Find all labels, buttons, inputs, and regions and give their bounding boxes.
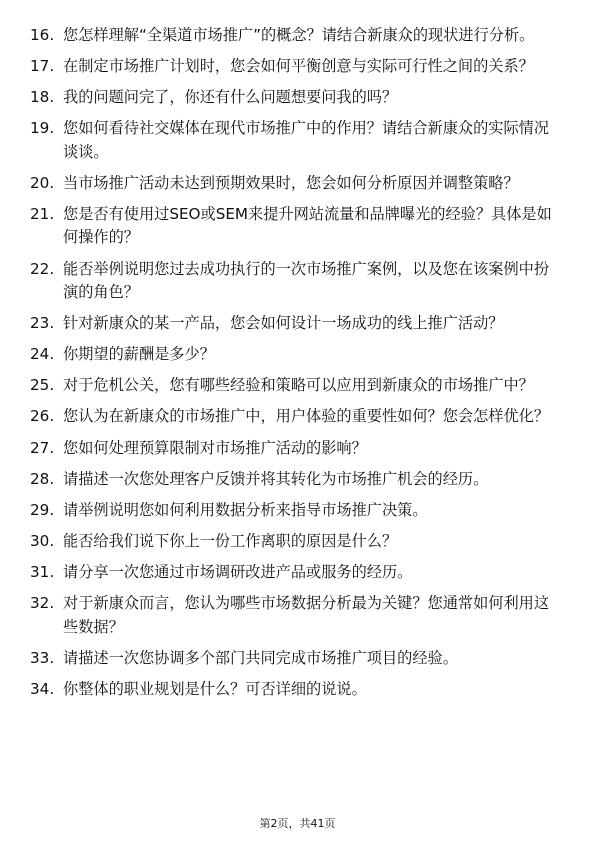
question-number: 22. [30,259,55,278]
question-number: 28. [30,469,55,488]
question-text: 在制定市场推广计划时，您会如何平衡创意与实际可行性之间的关系？ [63,57,534,76]
question-item [30,405,560,429]
question-number: 34. [30,679,55,698]
question-number: 23. [30,314,55,333]
question-item [30,172,560,196]
question-number: 33. [30,648,55,667]
question-text: 能否举例说明您过去成功执行的一次市场推广案例，以及您在该案例中扮演的角色？ [63,259,549,302]
question-number: 20. [30,173,55,192]
question-number: 17. [30,57,55,76]
question-text: 当市场推广活动未达到预期效果时，您会如何分析原因并调整策略？ [63,173,519,192]
question-item [30,561,560,585]
question-item [30,592,560,639]
question-number: 18. [30,88,55,107]
question-item [30,24,560,48]
question-text: 请描述一次您协调多个部门共同完成市场推广项目的经验。 [63,648,458,667]
question-item [30,117,560,164]
question-text: 请举例说明您如何利用数据分析来指导市场推广决策。 [63,500,428,519]
question-item [30,530,560,554]
question-text: 你期望的薪酬是多少？ [63,345,215,364]
question-number: 24. [30,345,55,364]
question-list [30,24,560,709]
question-number: 16. [30,26,55,44]
question-item [30,499,560,523]
question-text: 您如何处理预算限制对市场推广活动的影响？ [63,438,367,457]
question-number: 21. [30,204,55,223]
question-text: 您如何看待社交媒体在现代市场推广中的作用？请结合新康众的实际情况谈谈。 [63,119,549,161]
question-text: 对于新康众而言，您认为哪些市场数据分析最为关键？您通常如何利用这些数据？ [63,594,549,636]
question-number: 30. [30,531,55,550]
question-item [30,678,560,702]
question-item [30,258,560,305]
question-item [30,343,560,367]
question-text: 我的问题问完了，你还有什么问题想要问我的吗？ [63,88,398,107]
question-item [30,468,560,492]
question-number: 26. [30,407,55,426]
question-text: 请描述一次您处理客户反馈并将其转化为市场推广机会的经历。 [63,469,489,488]
question-text: 能否给我们说下你上一份工作离职的原因是什么？ [63,531,398,550]
question-text: 对于危机公关，您有哪些经验和策略可以应用到新康众的市场推广中？ [63,376,534,395]
question-number: 31. [30,562,55,581]
question-number: 27. [30,438,55,457]
question-item [30,203,560,250]
question-item [30,374,560,398]
question-item [30,312,560,336]
question-text: 请分享一次您通过市场调研改进产品或服务的经历。 [63,562,413,581]
page-footer: 第2页，共41页 [259,817,336,830]
question-number: 32. [30,594,55,612]
question-item [30,647,560,671]
question-text: 您怎样理解“全渠道市场推广”的概念？请结合新康众的现状进行分析。 [63,26,535,44]
question-number: 25. [30,376,55,395]
question-text: 针对新康众的某一产品，您会如何设计一场成功的线上推广活动？ [63,314,504,333]
question-item [30,55,560,79]
question-item [30,86,560,110]
question-text: 您认为在新康众的市场推广中，用户体验的重要性如何？您会怎样优化？ [63,407,549,426]
question-number: 19. [30,119,55,138]
question-text: 你整体的职业规划是什么？可否详细的说说。 [63,679,367,698]
question-text: 您是否有使用过SEO或SEM来提升网站流量和品牌曝光的经验？具体是如何操作的？ [63,204,552,247]
question-number: 29. [30,500,55,519]
question-item [30,437,560,461]
